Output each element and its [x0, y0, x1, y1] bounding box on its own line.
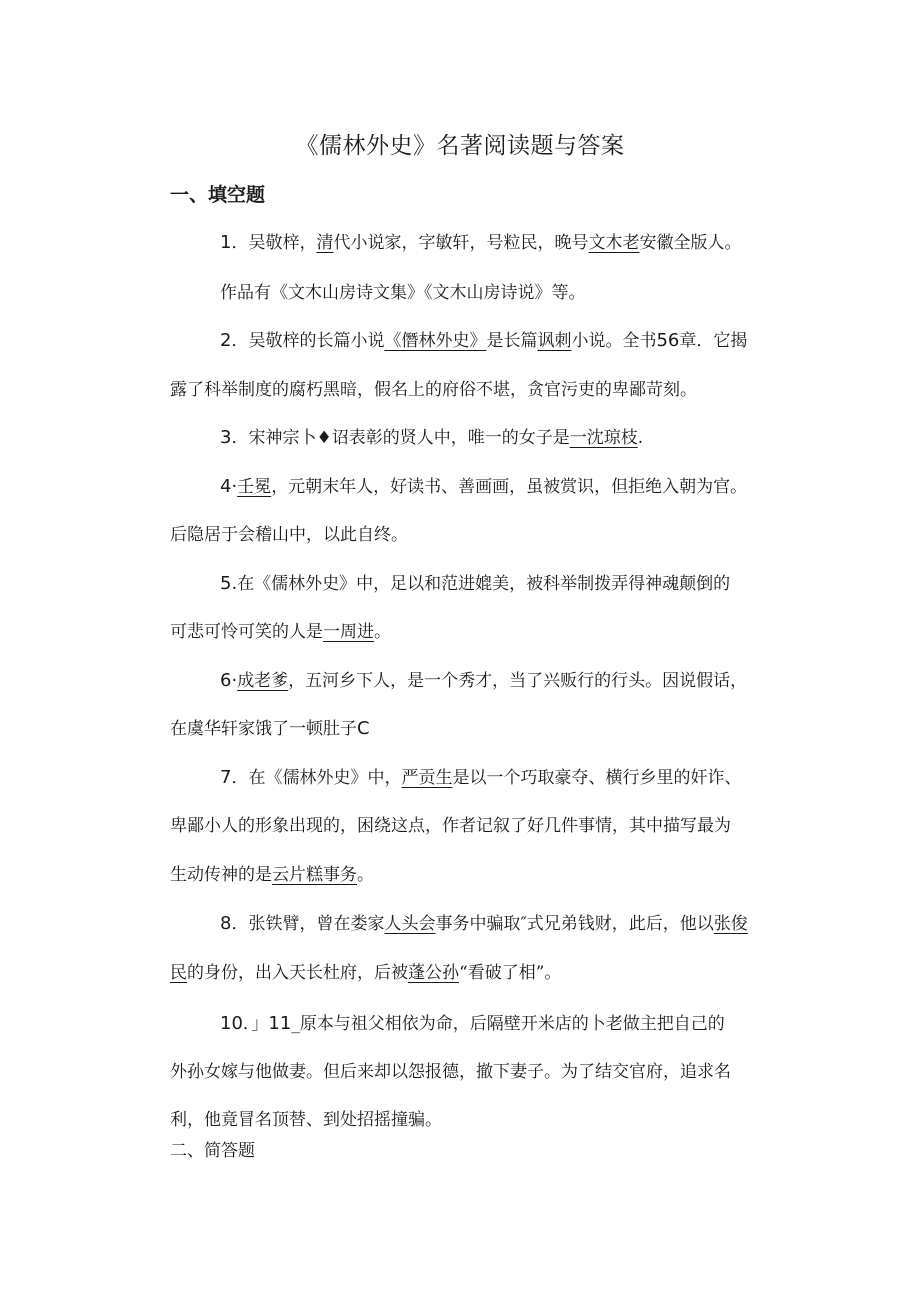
answer-blank: 张俊	[713, 914, 748, 934]
text-fragment: ，五河乡下人，是一个秀才，当了兴贩行的行头。因说假话，	[288, 671, 748, 691]
text-fragment: 11	[268, 1013, 292, 1034]
question-1-line-1	[220, 231, 840, 255]
text-fragment: 56	[656, 330, 680, 351]
text-fragment: 的身份，出入天长杜府，后被	[187, 963, 408, 983]
answer-blank: 清	[316, 233, 334, 253]
text-fragment: 5.	[220, 573, 238, 594]
question-6-line-2	[170, 717, 790, 741]
question-1-line-2: 作品有《文木山房诗文集》《文木山房诗说》等。	[220, 283, 586, 303]
text-fragment: 2	[220, 330, 232, 351]
text-fragment: ．吴敬梓，	[231, 233, 317, 253]
text-fragment: 7	[220, 767, 232, 788]
answer-blank: 民	[170, 963, 187, 983]
text-fragment: 小说。全书	[571, 331, 657, 351]
text-fragment: 事务中骗取″式兄弟钱财，此后，他以	[435, 914, 714, 934]
answer-blank: 人头会	[384, 914, 436, 934]
question-6-line-1	[220, 669, 840, 693]
answer-blank: 一沈琼枝	[569, 428, 638, 448]
question-4-line-1	[220, 475, 840, 499]
text-fragment: 。	[357, 865, 374, 885]
text-fragment: 代小说家，字敏轩，号粒民，晚号	[333, 233, 589, 253]
text-fragment: .	[637, 428, 644, 448]
text-fragment: 10	[220, 1013, 243, 1034]
text-fragment: 4·	[220, 476, 238, 497]
question-10-line-1	[220, 1012, 840, 1036]
text-fragment: 3	[220, 427, 232, 448]
section-heading-short-answer: 二、简答题	[170, 1141, 255, 1161]
answer-blank: 《僭林外史》	[384, 331, 487, 351]
text-fragment: C	[357, 718, 370, 739]
question-3-line-1	[220, 426, 840, 450]
text-fragment: ．吴敬梓的长篇小说	[231, 331, 385, 351]
text-fragment: ．」	[242, 1014, 269, 1034]
text-fragment: “看破了相”。	[459, 963, 562, 983]
answer-blank: 讽刺	[537, 331, 572, 351]
answer-blank: 蓬公孙	[408, 963, 459, 983]
question-10-line-3: 利，他竟冒名顶替、到处招摇撞骗。	[170, 1110, 442, 1130]
question-2-line-1	[220, 329, 840, 353]
question-5-line-2	[170, 620, 790, 644]
text-fragment: 是长篇	[486, 331, 538, 351]
section-heading-fill-in: 一、填空题	[170, 184, 266, 206]
text-fragment: 。	[374, 622, 391, 642]
text-fragment: 可悲可怜可笑的人是	[170, 622, 323, 642]
text-fragment: ，元朝末年人，好读书、善画画，虽被赏识，但拒绝入朝为官。	[271, 477, 748, 497]
answer-blank: 云片糕事务	[272, 865, 357, 885]
answer-blank: 严贡生	[401, 768, 453, 788]
text-fragment: ．在《儒林外史》中，	[231, 768, 402, 788]
question-7-line-2: 卑鄙小人的形象出现的，困绕这点，作者记叙了好几件事情，其中描写最为	[170, 816, 731, 836]
text-fragment: 在《儒林外史》中，足以和范进媲美，被科举制拨弄得神魂颠倒的	[237, 574, 731, 594]
text-fragment: 安徽全版人。	[639, 233, 742, 253]
text-fragment: 8	[220, 913, 232, 934]
answer-blank: 成老爹	[237, 671, 289, 691]
question-2-line-2: 露了科举制度的腐朽黑暗，假名上的府俗不堪，贪官污吏的卑鄙苛刻。	[170, 380, 697, 400]
text-fragment: ．张铁臂，曾在娄家	[231, 914, 385, 934]
text-fragment: ．宋神宗卜♦诏表彰的贤人中，唯一的女子是	[231, 428, 570, 448]
text-fragment: 生动传神的是	[170, 865, 272, 885]
text-fragment: 章．它揭	[679, 331, 748, 351]
question-8-line-1	[220, 912, 840, 936]
text-fragment: 在虞华轩家饿了一顿肚子	[170, 719, 357, 739]
question-7-line-3	[170, 863, 790, 887]
question-7-line-1	[220, 766, 840, 790]
question-8-line-2	[170, 961, 790, 985]
page-title: 《儒林外史》名著阅读题与答案	[295, 133, 625, 159]
text-fragment: 是以一个巧取豪夺、横行乡里的奸诈、	[452, 768, 742, 788]
answer-blank: 一周进	[323, 622, 374, 642]
text-fragment: 6·	[220, 670, 238, 691]
text-fragment: _原本与祖父相依为命，后隔壁开米店的卜老做主把自己的	[291, 1014, 725, 1034]
question-4-line-2: 后隐居于会稽山中，以此自终。	[170, 525, 408, 545]
answer-blank: 文木老	[588, 233, 640, 253]
question-5-line-1	[220, 572, 840, 596]
text-fragment: 1	[220, 232, 232, 253]
question-10-line-2: 外孙女嫁与他做妻。但后来却以怨报德，撤下妻子。为了结交官府，追求名	[170, 1062, 731, 1082]
answer-blank: 壬冕	[237, 477, 272, 497]
